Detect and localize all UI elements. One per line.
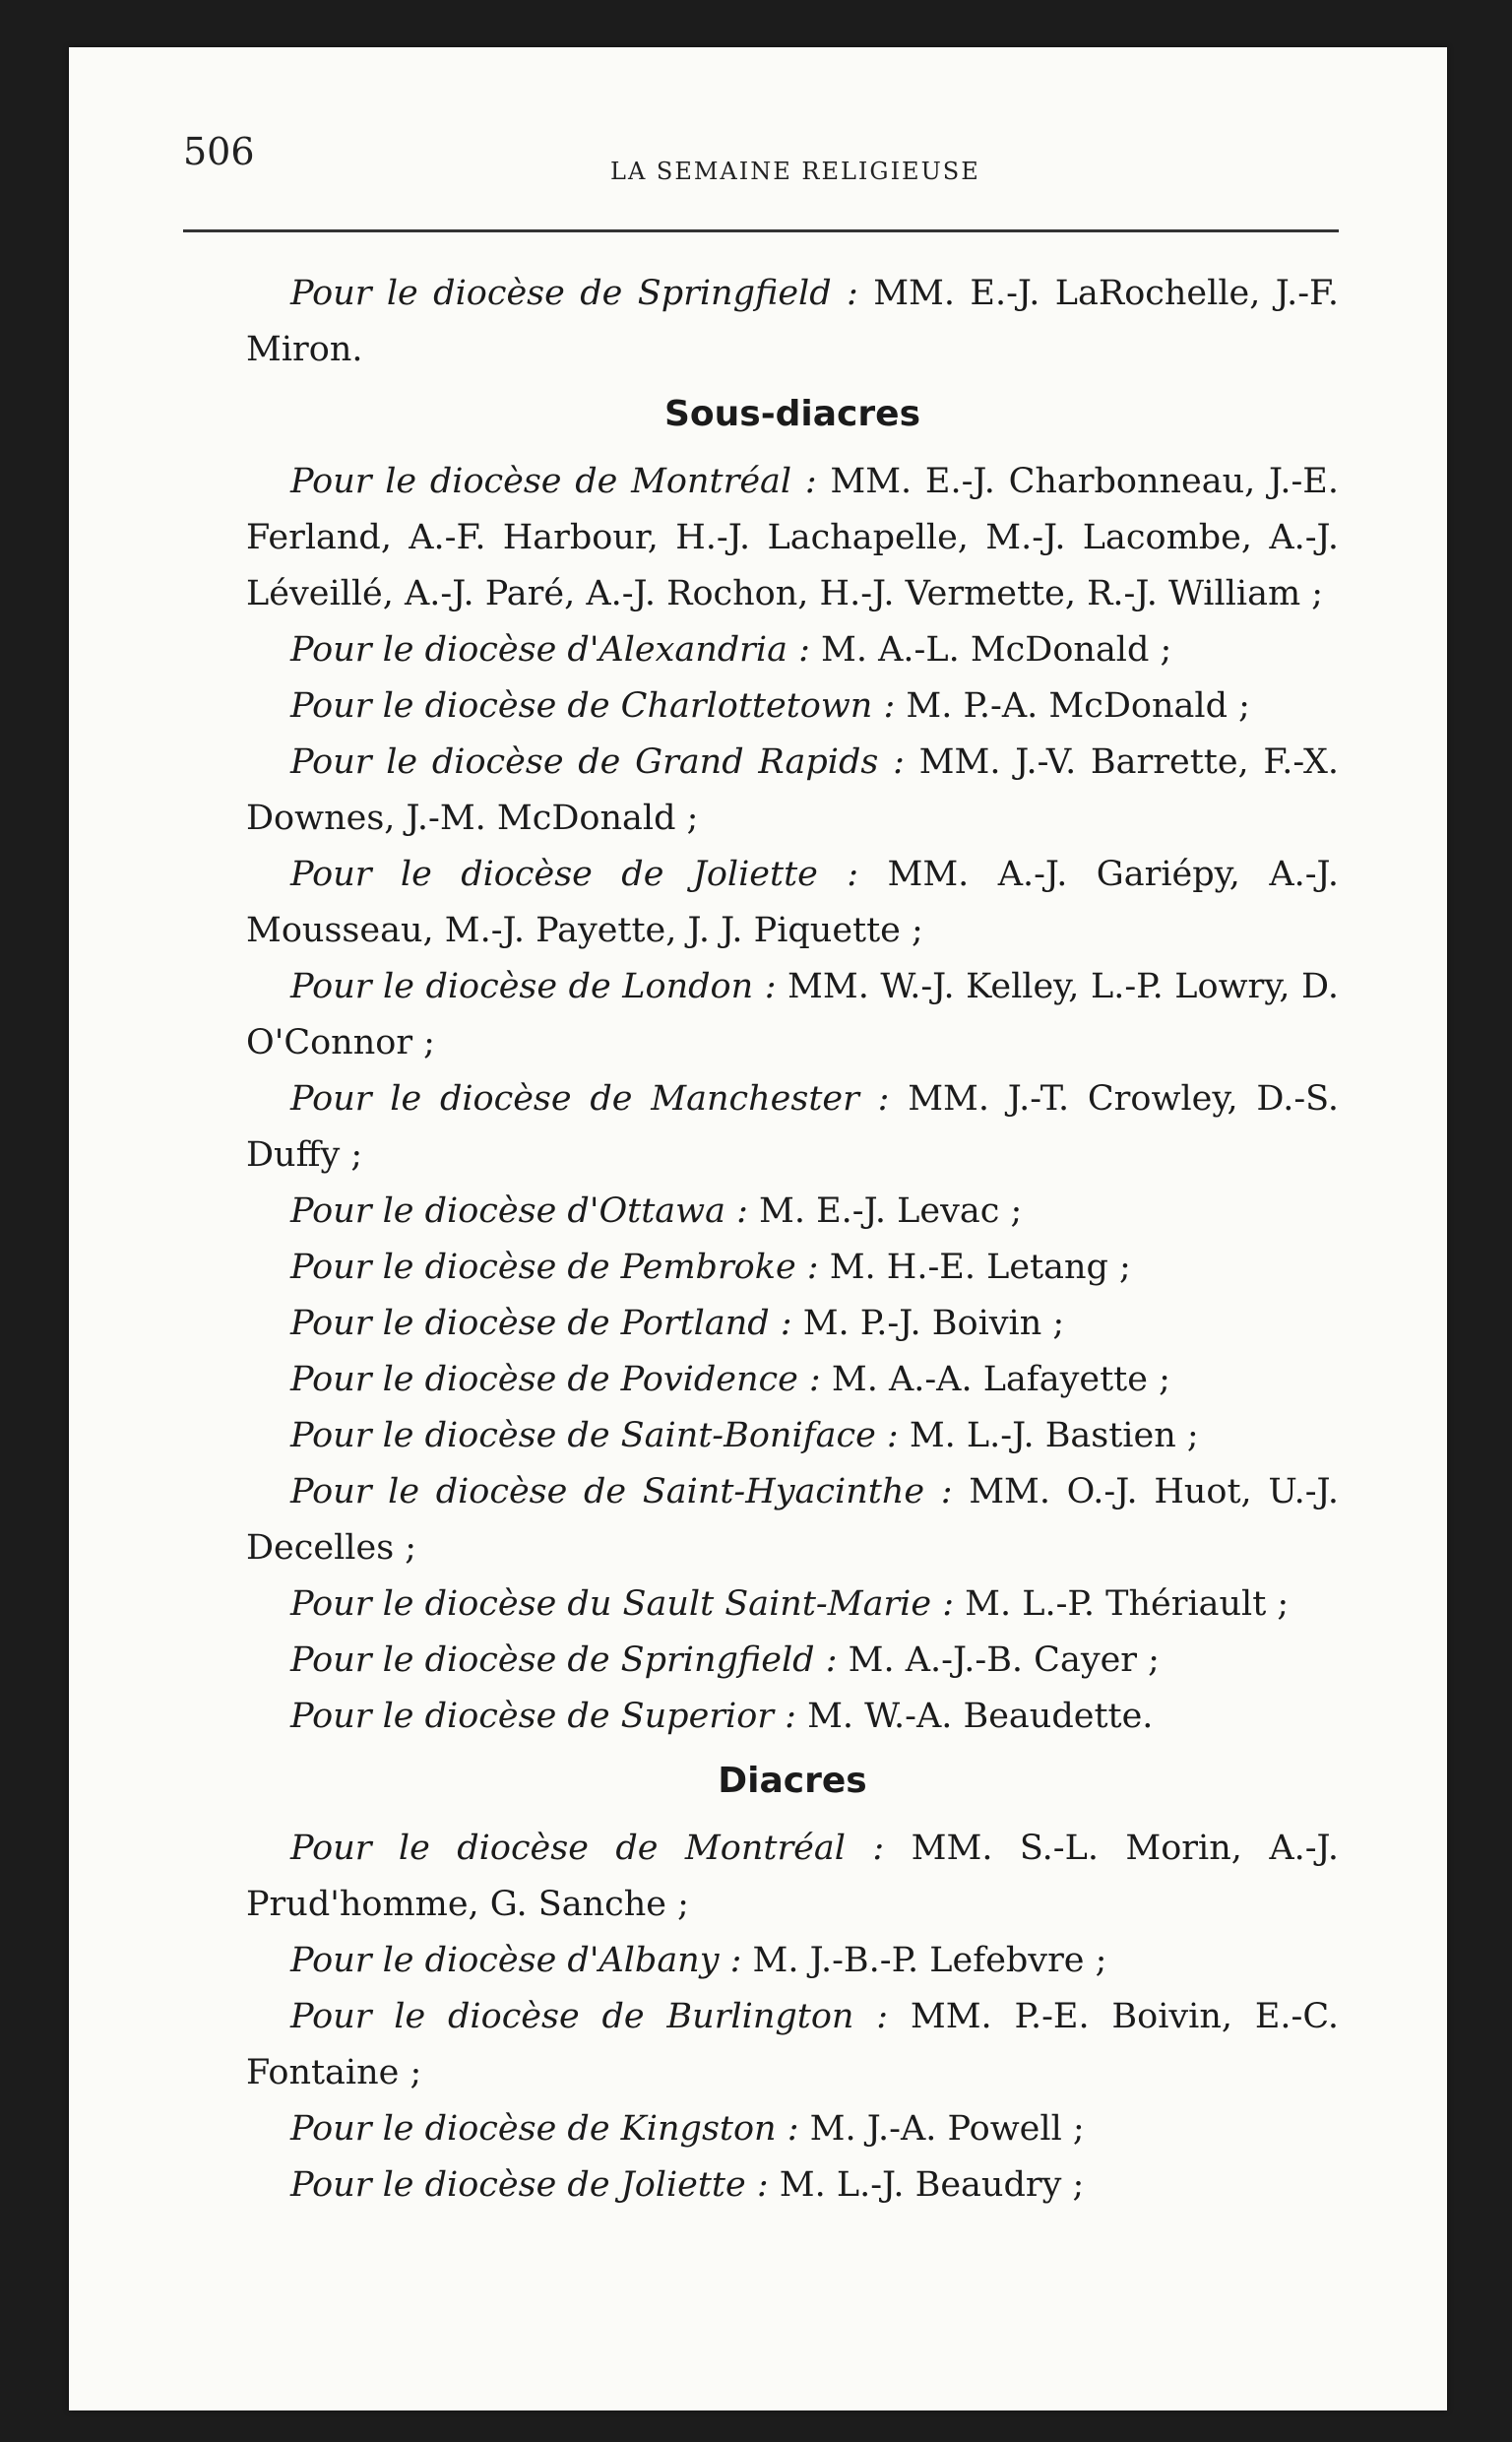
diocese-label: Pour le diocèse de Charlottetown : [290, 686, 896, 726]
ordination-entry [246, 1296, 1339, 1352]
ordinand-names: MM. O.-J. Huot, U.-J. Decelles ; [246, 1472, 1339, 1568]
section-heading: Diacres [718, 1761, 867, 1801]
ordination-entry [246, 1184, 1339, 1240]
diocese-label: Pour le diocèse de Saint-Boniface : [290, 1416, 899, 1455]
ordination-entry [246, 1464, 1339, 1576]
scan-border-right [1447, 0, 1512, 2442]
ordination-entry [246, 1408, 1339, 1464]
diocese-label: Pour le diocèse d'Ottawa : [290, 1191, 748, 1231]
diocese-label: Pour le diocèse de Montréal : [290, 1829, 885, 1868]
scan-border-left [0, 0, 69, 2442]
ordination-entry [246, 1240, 1339, 1296]
ordinand-names: M. P.-A. McDonald ; [895, 686, 1250, 726]
ordination-entry [246, 454, 1339, 622]
ordination-entry [246, 847, 1339, 959]
diocese-label: Pour le diocèse de Grand Rapids : [290, 742, 905, 782]
section-heading: Sous-diacres [664, 394, 920, 434]
ordinand-names: M. H.-E. Letang ; [818, 1248, 1131, 1287]
diocese-label: Pour le diocèse de Joliette : [290, 855, 859, 894]
ordination-entry [246, 1821, 1339, 1933]
diocese-label: Pour le diocèse d'Alexandria : [290, 630, 810, 670]
diocese-label: Pour le diocèse de Burlington : [290, 1997, 889, 2036]
ordinand-names: M. E.-J. Levac ; [747, 1191, 1023, 1231]
ordinand-names: M. A.-J.-B. Cayer ; [837, 1640, 1160, 1680]
ordination-entry [246, 1689, 1339, 1745]
ordination-entry [246, 1933, 1339, 1989]
ordination-entry [246, 2101, 1339, 2157]
diocese-label: Pour le diocèse de Pembroke : [290, 1248, 819, 1287]
page-number: 506 [183, 130, 255, 173]
page-body [246, 266, 1339, 2214]
ordination-entry [246, 1576, 1339, 1633]
ordination-entry [246, 1989, 1339, 2101]
diocese-label: Pour le diocèse de Portland : [290, 1304, 792, 1343]
ordinand-names: M. L.-J. Bastien ; [898, 1416, 1199, 1455]
ordinand-names: M. L.-J. Beaudry ; [768, 2165, 1085, 2205]
diocese-label: Pour le diocèse de Springfield : [290, 1640, 838, 1680]
diocese-label: Pour le diocèse de Saint-Hyacinthe : [290, 1472, 953, 1511]
diocese-label: Pour le diocèse de Povidence : [290, 1360, 821, 1399]
ordination-entry [246, 1633, 1339, 1689]
diocese-label: Pour le diocèse d'Albany : [290, 1941, 742, 1980]
scan-border-bottom [0, 2410, 1512, 2442]
header-rule [183, 229, 1339, 232]
ordination-entry [246, 735, 1339, 847]
ordinand-names: MM. E.-J. LaRochelle, J.-F. Miron. [246, 274, 1339, 369]
diocese-label: Pour le diocèse de Joliette : [290, 2165, 769, 2205]
ordinand-names: M. A.-A. Lafayette ; [820, 1360, 1170, 1399]
ordinand-names: MM. J.-T. Crowley, D.-S. Duffy ; [246, 1079, 1339, 1175]
ordinand-names: M. P.-J. Boivin ; [791, 1304, 1065, 1343]
ordinand-names: MM. J.-V. Barrette, F.-X. Downes, J.-M. McDonald ; [246, 742, 1339, 838]
scan-border-top [0, 0, 1512, 47]
running-title: LA SEMAINE RELIGIEUSE [610, 158, 980, 185]
ordinand-names: M. A.-L. McDonald ; [809, 630, 1172, 670]
diocese-label: Pour le diocèse de London : [290, 967, 777, 1006]
diocese-label: Pour le diocèse de Manchester : [290, 1079, 890, 1119]
ordinand-names: MM. S.-L. Morin, A.-J. Prud'homme, G. Sanche ; [246, 1829, 1339, 1924]
ordination-entry [246, 622, 1339, 678]
diocese-label: Pour le diocèse de Kingston : [290, 2109, 799, 2149]
ordinand-names: MM. W.-J. Kelley, L.-P. Lowry, D. O'Connor ; [246, 967, 1339, 1062]
ordination-entry [246, 959, 1339, 1071]
ordination-entry [246, 1071, 1339, 1184]
ordinand-names: MM. A.-J. Gariépy, A.-J. Mousseau, M.-J. Payette, J. J. Piquette ; [246, 855, 1339, 950]
ordinand-names: M. W.-A. Beaudette. [795, 1697, 1154, 1736]
ordinand-names: M. L.-P. Thériault ; [954, 1584, 1290, 1624]
ordinand-names: MM. E.-J. Charbonneau, J.-E. Ferland, A.-F. Harbour, H.-J. Lachapelle, M.-J. Lacombe, A.-J. Léveillé, A.-J. Paré, A.-J. Rochon, H.-J. Vermette, R.-J. William ; [246, 462, 1339, 613]
diocese-label: Pour le diocèse de Springfield : [290, 274, 858, 313]
ordination-entry [246, 266, 1339, 378]
diocese-label: Pour le diocèse du Sault Saint-Marie : [290, 1584, 954, 1624]
ordination-entry [246, 1352, 1339, 1408]
ordinand-names: M. J.-B.-P. Lefebvre ; [741, 1941, 1107, 1980]
diocese-label: Pour le diocèse de Montréal : [290, 462, 817, 501]
ordination-entry [246, 2157, 1339, 2214]
ordinand-names: MM. P.-E. Boivin, E.-C. Fontaine ; [246, 1997, 1339, 2092]
diocese-label: Pour le diocèse de Superior : [290, 1697, 796, 1736]
ordinand-names: M. J.-A. Powell ; [798, 2109, 1085, 2149]
ordination-entry [246, 678, 1339, 735]
